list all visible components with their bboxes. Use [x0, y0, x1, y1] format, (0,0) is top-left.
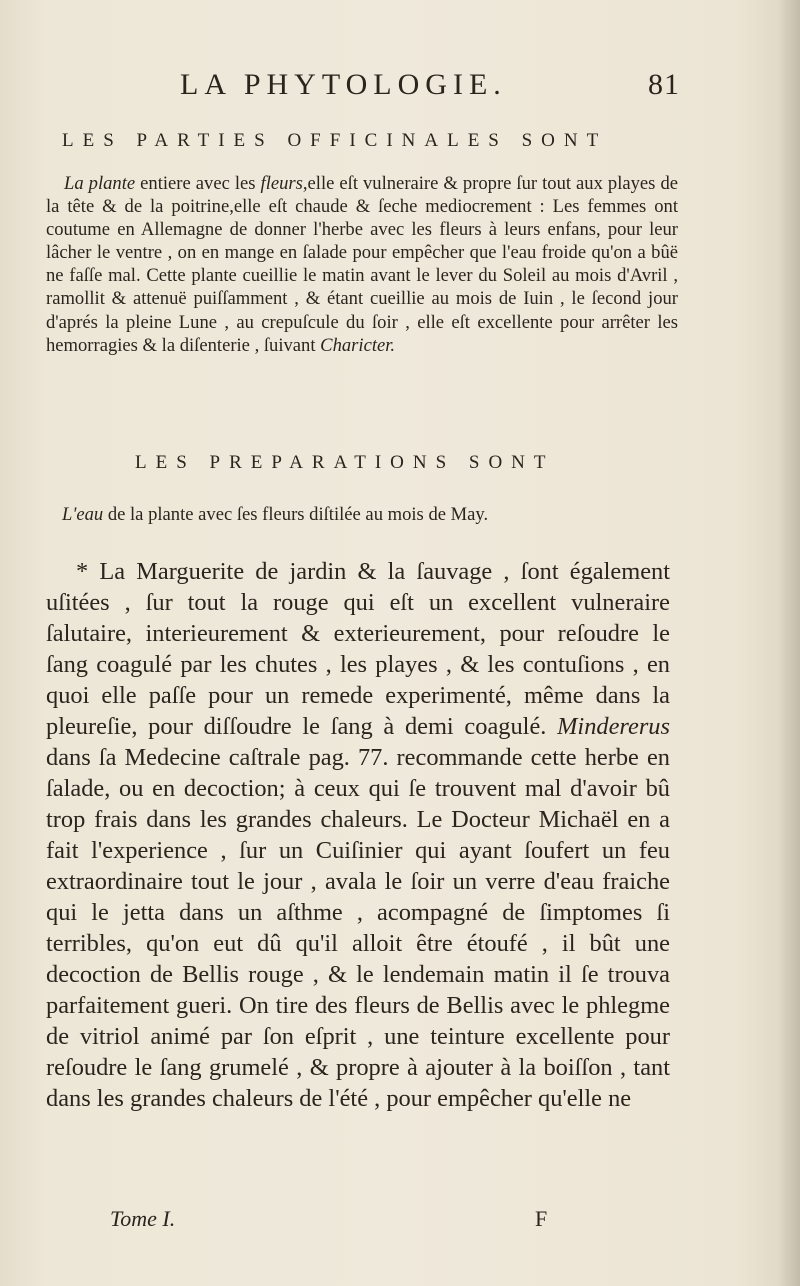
- main-paragraph: [46, 556, 670, 1114]
- lead-italic: La plante: [64, 173, 136, 194]
- running-head-title: LA PHYTOLOGIE.: [180, 68, 507, 101]
- paragraph-preparations: [62, 503, 622, 526]
- paragraph-text: * La Marguerite de jardin & la ſauvage , ſont également uſitées , ſur tout la rouge qui eſt un excellent vulneraire ſalutaire, interieurement & exterieurement, pour reſoudre le ſang coagulé par les chutes , les playes , & les contuſions , en quoi elle paſſe pour un remede experimenté, même dans la pleureſie, pour diſſoudre le ſang à demi coagulé.: [46, 558, 670, 740]
- lead-italic: L'eau: [62, 504, 104, 525]
- paragraph-text: dans ſa Medecine caſtrale pag. 77. recommande cette herbe en ſalade, ou en decoction; à ceux qui ſe trouvent mal d'avoir bû trop frais dans les grandes chaleurs. Le Docteur Michaël en a fait l'experience , ſur un Cuiſinier qui ayant ſoufert un feu extraordinaire tout le jour , avala le ſoir un verre d'eau fraiche qui le jetta dans un aſthme , acompagné de ſimptomes ſi terribles, qu'on eut dû qu'il alloit être étoufé , il bût une decoction de Bellis rouge , & le lendemain matin il ſe trouva parfaitement gueri. On tire des fleurs de Bellis avec le phlegme de vitriol animé par ſon eſprit , une teinture excellente pour reſoudre le ſang grumelé , & propre à ajouter à la boiſſon , tant dans les grandes chaleurs de l'été , pour empêcher qu'elle ne: [46, 744, 670, 1112]
- italic-word: fleurs: [260, 173, 303, 194]
- paragraph-officinales: [46, 172, 678, 357]
- page-number: 81: [648, 68, 680, 101]
- paragraph-text: ,elle eſt vulneraire & propre ſur tout aux playes de la tête & de la poitrine,elle eſt chaude & ſeche mediocrement : Les femmes ont coutume en Allemagne de donner l'herbe avec les fleurs à leurs enfans, pour leur lâcher le ventre , on en mange en ſalade pour empêcher que l'eau froide qu'on a bûë ne faſſe mal. Cette plante cueillie le matin avant le lever du Soleil au mois d'Avril , ramollit & attenuë puiſſamment , & étant cueillie au mois de Iuin , le ſecond jour d'aprés la pleine Lune , au crepuſcule du ſoir , elle eſt excellente pour arrêter les hemorragies & la diſenterie , ſuivant: [46, 173, 678, 356]
- section-heading-preparations: LES PREPARATIONS SONT: [135, 452, 555, 473]
- volume-label: Tome I.: [110, 1206, 176, 1231]
- paragraph-text: de la plante avec ſes fleurs diſtilée au mois de May.: [103, 504, 489, 525]
- section-heading-officinales: LES PARTIES OFFICINALES SONT: [62, 130, 608, 151]
- paragraph-text: entiere avec les: [135, 173, 261, 194]
- signature-mark: F: [535, 1206, 548, 1231]
- author-citation: Mindererus: [557, 713, 670, 740]
- page-edge-shadow: [778, 0, 800, 1286]
- author-citation: Charicter.: [320, 334, 396, 356]
